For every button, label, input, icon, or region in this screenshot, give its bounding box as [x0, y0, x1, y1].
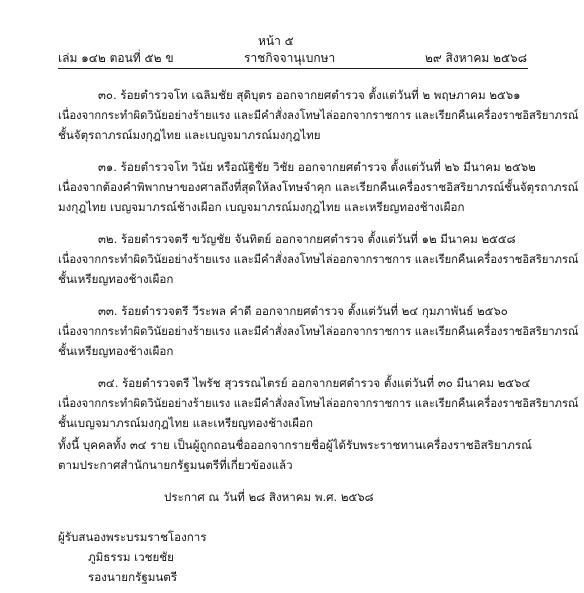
item-32-line-2: เนื่องจากกระทำผิดวินัยอย่างร้ายแรง และมีคำสั่งลงโทษไล่ออกจากราชการ และเรียกคืนเครื่องราชอิสริยาภรณ์: [58, 252, 579, 266]
signature-caption: ผู้รับสนองพระบรมราชโองการ: [58, 530, 207, 544]
summary-line-2: ตามประกาศสำนักนายกรัฐมนตรีที่เกี่ยวข้องแล้ว: [58, 458, 293, 472]
item-30-line-2: เนื่องจากกระทำผิดวินัยอย่างร้ายแรง และมีคำสั่งลงโทษไล่ออกจากราชการ และเรียกคืนเครื่องราชอิสริยาภรณ์: [58, 108, 579, 122]
page-number: หน้า ๕: [258, 34, 294, 48]
item-31-line-3: มงกุฎไทย เบญจมาภรณ์ช้างเผือก เบญจมาภรณ์มงกุฎไทย และเหรียญทองช้างเผือก: [58, 200, 465, 214]
item-30-line-1: ๓๐. ร้อยตำรวจโท เฉลิมชัย สุดิบุตร ออกจากยศตำรวจ ตั้งแต่วันที่ ๒ พฤษภาคม ๒๕๖๑: [98, 88, 521, 102]
signatory-title: รองนายกรัฐมนตรี: [88, 570, 178, 584]
gazette-date: ๒๙ สิงหาคม ๒๕๖๘: [425, 51, 527, 65]
item-30-line-3: ชั้นจัตุรถาภรณ์มงกุฎไทย และเบญจมาภรณ์มงกุฎไทย: [58, 128, 321, 142]
item-33-line-1: ๓๓. ร้อยตำรวจตรี วีระพล คำดี ออกจากยศตำรวจ ตั้งแต่วันที่ ๒๔ กุมภาพันธ์ ๒๕๖๐: [98, 304, 508, 318]
volume-issue: เล่ม ๑๔๒ ตอนที่ ๕๒ ข: [58, 51, 174, 65]
item-33-line-2: เนื่องจากกระทำผิดวินัยอย่างร้ายแรง และมีคำสั่งลงโทษไล่ออกจากราชการ และเรียกคืนเครื่องราชอิสริยาภรณ์: [58, 324, 579, 338]
gazette-title: ราชกิจจานุเบกษา: [244, 51, 336, 65]
signatory-name: ภูมิธรรม เวชยชัย: [88, 550, 174, 564]
item-34-line-3: ชั้นเบญจมาภรณ์มงกุฎไทย และเหรียญทองช้างเผือก: [58, 416, 313, 430]
item-31-line-1: ๓๑. ร้อยตำรวจโท วินัย หรือณัฐิชัย วิชัย ออกจากยศตำรวจ ตั้งแต่วันที่ ๒๖ มีนาคม ๒๕๖๒: [98, 160, 536, 174]
item-34-line-1: ๓๔. ร้อยตำรวจตรี ไพรัช สุวรรณไตรย์ ออกจากยศตำรวจ ตั้งแต่วันที่ ๓๐ มีนาคม ๒๕๖๔: [98, 376, 531, 390]
item-32-line-3: ชั้นเหรียญทองช้างเผือก: [58, 272, 174, 286]
item-31-line-2: เนื่องจากต้องคำพิพากษาของศาลถึงที่สุดให้ลงโทษจำคุก และเรียกคืนเครื่องราชอิสริยาภรณ์ชั้นจัตุรถาภรณ์: [58, 180, 579, 194]
item-33-line-3: ชั้นเหรียญทองช้างเผือก: [58, 344, 174, 358]
header-rule: [58, 68, 528, 69]
announcement-date: ประกาศ ณ วันที่ ๒๘ สิงหาคม พ.ศ. ๒๕๖๘: [164, 490, 374, 504]
item-34-line-2: เนื่องจากกระทำผิดวินัยอย่างร้ายแรง และมีคำสั่งลงโทษไล่ออกจากราชการ และเรียกคืนเครื่องราชอิสริยาภรณ์: [58, 396, 579, 410]
item-32-line-1: ๓๒. ร้อยตำรวจตรี ขวัญชัย จันทิตย์ ออกจากยศตำรวจ ตั้งแต่วันที่ ๑๒ มีนาคม ๒๕๕๘: [98, 232, 516, 246]
summary-line-1: ทั้งนี้ บุคคลทั้ง ๓๔ ราย เป็นผู้ถูกถอนชื่อออกจากรายชื่อผู้ได้รับพระราชทานเครื่องราชอิสริยาภรณ์: [58, 438, 532, 452]
